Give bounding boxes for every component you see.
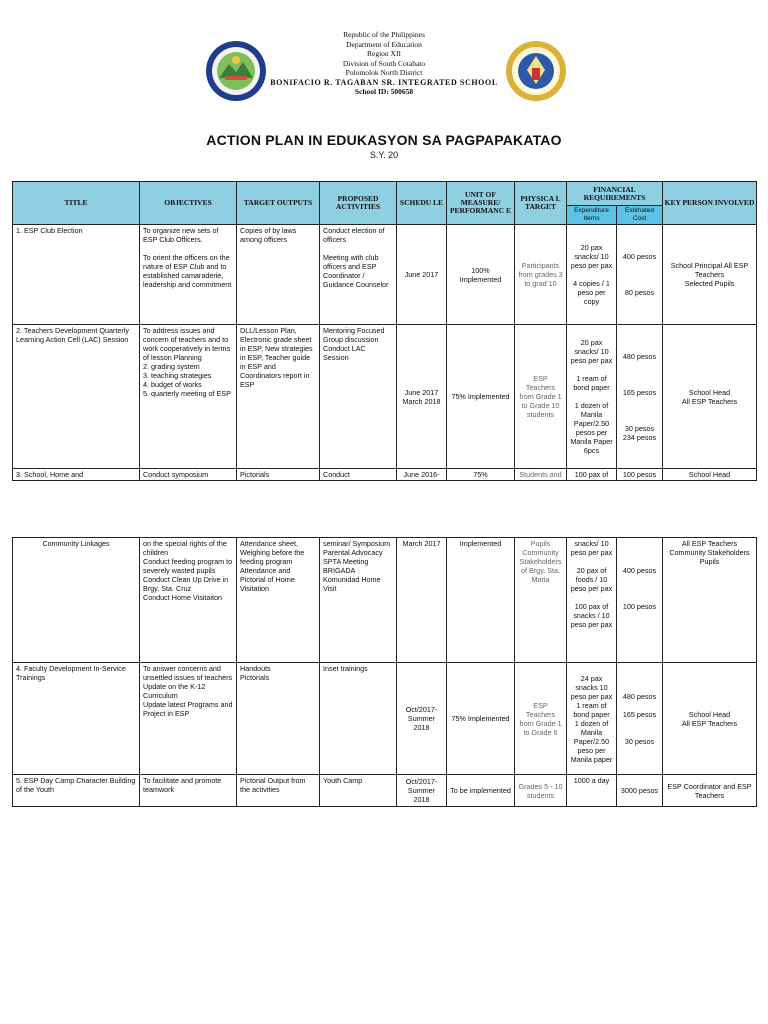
school-name: BONIFACIO R. TAGABAN SR. INTEGRATED SCHOOL bbox=[270, 77, 498, 87]
cell-title: Community Linkages bbox=[13, 538, 140, 663]
header-physical: PHYSICA L TARGET bbox=[515, 182, 567, 225]
table-row bbox=[13, 663, 757, 775]
letterhead-line: Region XII bbox=[367, 49, 401, 58]
cell-schedule: June 2016- bbox=[397, 469, 447, 481]
cell-objectives: To answer concerns and unsettled issues of teachers Update on the K-12 Curriculum Update latest Programs and Project in ESP bbox=[140, 663, 237, 775]
cell-title: 4. Faculty Development In-Service Trainings bbox=[13, 663, 140, 775]
cell-key-person: School Principal All ESP Teachers Selected Pupils bbox=[663, 225, 757, 325]
cell-cost: 3000 pesos bbox=[617, 775, 663, 807]
page-title: ACTION PLAN IN EDUKASYON SA PAGPAPAKATAO bbox=[206, 132, 562, 148]
cell-expenditure: 1000 a day bbox=[567, 775, 617, 807]
header-financial: FINANCIAL REQUIREMENTS bbox=[567, 182, 663, 206]
cell-activities: Conduct election of officers Meeting with club officers and ESP Coordinator / Guidance Counselor bbox=[320, 225, 397, 325]
cell-unit: 75% Implemented bbox=[447, 325, 515, 469]
table-row bbox=[13, 225, 757, 325]
header-key-person: KEY PERSON INVOLVED bbox=[663, 182, 757, 225]
cell-activities: seminar/ Symposium Parental Advocacy SPTA Meeting BRIGADA Komunidad Home Visit bbox=[320, 538, 397, 663]
cell-outputs: DLL/Lesson Plan, Electronic grade sheet in ESP, New strategies in ESP, Teacher guide in ESP and Coordinators report in ESP bbox=[237, 325, 320, 469]
table-row bbox=[13, 538, 757, 663]
cell-key-person: ESP Coordinator and ESP Teachers bbox=[663, 775, 757, 807]
table-row bbox=[13, 469, 757, 481]
cell-expenditure: 20 pax snacks/ 10 peso per pax 4 copies / 1 peso per copy bbox=[567, 225, 617, 325]
cell-objectives: Conduct symposium bbox=[140, 469, 237, 481]
school-year: S.Y. 20 bbox=[369, 150, 399, 160]
header-expenditure: Expenditure Items bbox=[567, 206, 617, 225]
header-target-outputs: TARGET OUTPUTS bbox=[237, 182, 320, 225]
letterhead-line: Republic of the Philippines bbox=[343, 30, 425, 39]
cell-objectives: To address issues and concern of teachers and to work cooperatively in terms of lesson Planning 2. grading system 3. teaching strategies 4. budget of works 5. quarterly meeting of ESP bbox=[140, 325, 237, 469]
cell-cost: 480 pesos 165 pesos 30 pesos 234 pesos bbox=[617, 325, 663, 469]
header-activities: PROPOSED ACTIVITIES bbox=[320, 182, 397, 225]
cell-title: 5. ESP Day Camp Character Building of the Youth bbox=[13, 775, 140, 807]
cell-expenditure: 20 pax snacks/ 10 peso per pax 1 ream of bond paper 1 dozen of Manila Paper/2.50 pesos per Manila Paper 6pcs bbox=[567, 325, 617, 469]
letterhead-line: Division of South Cotabato bbox=[342, 58, 426, 68]
cell-activities: Mentoring Focused Group discussion Conduct LAC Session bbox=[320, 325, 397, 469]
header-schedule: SCHEDU LE bbox=[397, 182, 447, 225]
table-row bbox=[13, 325, 757, 469]
cell-cost: 400 pesos 100 pesos bbox=[617, 538, 663, 663]
cell-unit: Implemented bbox=[447, 538, 515, 663]
cell-objectives: To facilitate and promote teamwork bbox=[140, 775, 237, 807]
cell-physical: Students and bbox=[515, 469, 567, 481]
cell-activities: Conduct bbox=[320, 469, 397, 481]
header-title: TITLE bbox=[13, 182, 140, 225]
cell-outputs: Attendance sheet, Weighing before the feeding program Attendance and Pictorial of Home Visitation bbox=[237, 538, 320, 663]
cell-schedule: June 2017 bbox=[397, 225, 447, 325]
cell-objectives: on the special rights of the children Conduct feeding program to severely wasted pupils Conduct Clean Up Drive in Brgy. Sta. Cruz Conduct Home Visitaiton bbox=[140, 538, 237, 663]
letterhead bbox=[0, 30, 768, 97]
header-objectives: OBJECTIVES bbox=[140, 182, 237, 225]
school-id: School ID: 500658 bbox=[354, 87, 414, 96]
cell-outputs: Pictorial Output from the activities bbox=[237, 775, 320, 807]
cell-expenditure: 24 pax snacks 10 peso per pax 1 ream of bond paper 1 dozen of Manila Paper/2.50 peso per Manila paper bbox=[567, 663, 617, 775]
cell-activities: Youth Camp bbox=[320, 775, 397, 807]
cell-unit: 75% Implemented bbox=[447, 663, 515, 775]
cell-physical: ESP Teachers from Grade 1 to Grade 10 students bbox=[515, 325, 567, 469]
cell-outputs: Copies of by laws among officers bbox=[237, 225, 320, 325]
cell-cost: 480 pesos 165 pesos 30 pesos bbox=[617, 663, 663, 775]
cell-physical: Grades 5 - 10 students bbox=[515, 775, 567, 807]
cell-unit: To be implemented bbox=[447, 775, 515, 807]
cell-title: 2. Teachers Development Quarterly Learning Action Cell (LAC) Session bbox=[13, 325, 140, 469]
action-plan-table bbox=[12, 181, 757, 481]
table-row bbox=[13, 775, 757, 807]
cell-unit: 100% Implemented bbox=[447, 225, 515, 325]
cell-expenditure: snacks/ 10 peso per pax 20 pax of foods / 10 peso per pax 100 pax of snacks / 10 peso per pax bbox=[567, 538, 617, 663]
cell-key-person: School Head bbox=[663, 469, 757, 481]
header-estimated-cost: Estimated Cost bbox=[617, 206, 663, 225]
cell-physical: Pupils Community Stakeholders of Brgy. Sta. Maria bbox=[515, 538, 567, 663]
action-plan-table-continued bbox=[12, 537, 757, 807]
cell-outputs: Handouts Pictorials bbox=[237, 663, 320, 775]
cell-physical: Participants from grades 3 to grad 10 bbox=[515, 225, 567, 325]
cell-schedule: March 2017 bbox=[397, 538, 447, 663]
cell-physical: ESP Teachers from Grade 1 to Grade 6 bbox=[515, 663, 567, 775]
cell-title: 3. School, Home and bbox=[13, 469, 140, 481]
header-unit: UNIT OF MEASURE/ PERFORMANC E bbox=[447, 182, 515, 225]
cell-activities: Inset trainings bbox=[320, 663, 397, 775]
cell-title: 1. ESP Club Election bbox=[13, 225, 140, 325]
cell-outputs: Pictorials bbox=[237, 469, 320, 481]
cell-schedule: June 2017 March 2018 bbox=[397, 325, 447, 469]
cell-key-person: All ESP Teachers Community Stakeholders Pupils bbox=[663, 538, 757, 663]
cell-cost: 100 pesos bbox=[617, 469, 663, 481]
cell-unit: 75% bbox=[447, 469, 515, 481]
letterhead-line: Department of Education bbox=[346, 39, 422, 49]
cell-schedule: Oct/2017-Summer 2018 bbox=[397, 663, 447, 775]
letterhead-line: Polomolok North District bbox=[345, 68, 423, 77]
cell-schedule: Oct/2017-Summer 2018 bbox=[397, 775, 447, 807]
cell-key-person: School Head All ESP Teachers bbox=[663, 325, 757, 469]
cell-objectives: To organize new sets of ESP Club Officers. To orient the officers on the nature of ESP Club and to established camaraderie, leadership and commitment bbox=[140, 225, 237, 325]
cell-key-person: School Head All ESP Teachers bbox=[663, 663, 757, 775]
cell-cost: 400 pesos 80 pesos bbox=[617, 225, 663, 325]
cell-expenditure: 100 pax of bbox=[567, 469, 617, 481]
